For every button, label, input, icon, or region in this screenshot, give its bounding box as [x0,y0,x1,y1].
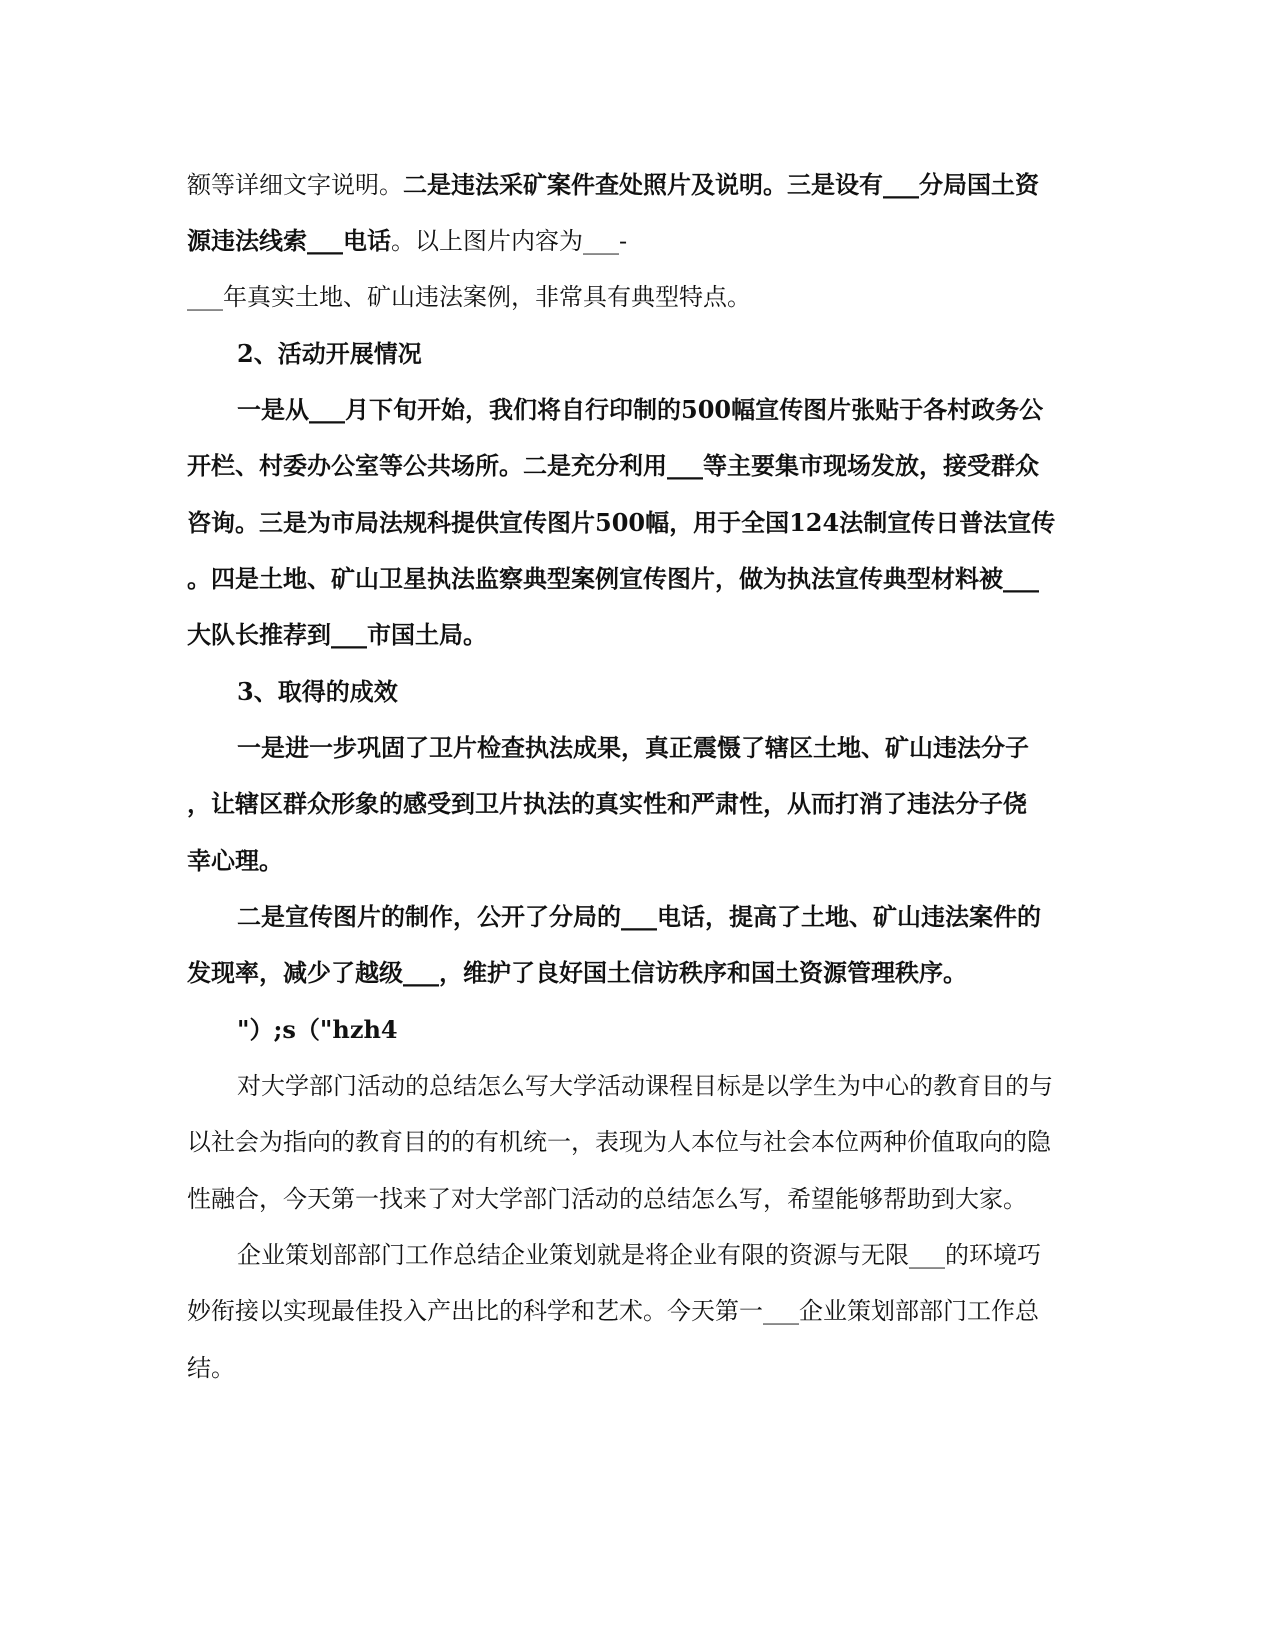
text-line: 幸心理。 [187,846,283,875]
text-line: 企业策划部部门工作总结企业策划就是将企业有限的资源与无限___的环境巧 [237,1241,1041,1269]
text-line: 。四是土地、矿山卫星执法监察典型案例宣传图片，做为执法宣传典型材料被___ [187,564,1039,593]
text-line: 一是从___月下旬开始，我们将自行印制的500幅宣传图片张贴于各村政务公 [237,395,1044,424]
text-line: 大队长推荐到___市国土局。 [187,620,487,649]
text-run-bold: 源违法线索___电话 [187,226,391,255]
text-line [187,170,1039,200]
text-run: 。以上图片内容为___- [391,227,628,255]
text-line: 结。 [187,1354,235,1382]
section-heading: 2、活动开展情况 [237,339,422,368]
text-line: 以社会为指向的教育目的的有机统一，表现为人本位与社会本位两种价值取向的隐 [187,1128,1051,1156]
text-line [187,226,627,256]
text-line: ___年真实土地、矿山违法案例，非常具有典型特点。 [187,283,751,311]
text-line: 开栏、村委办公室等公共场所。二是充分利用___等主要集市现场发放，接受群众 [187,451,1039,480]
text-run-bold: 二是违法采矿案件查处照片及说明。三是设有___分局国土资 [403,170,1039,199]
text-line: ，让辖区群众形象的感受到卫片执法的真实性和严肃性，从而打消了违法分子侥 [187,789,1027,818]
text-line: 二是宣传图片的制作，公开了分局的___电话，提高了土地、矿山违法案件的 [237,902,1041,931]
text-line: 咨询。三是为市局法规科提供宣传图片500幅，用于全国124法制宣传日普法宣传 [187,508,1056,537]
text-line: 对大学部门活动的总结怎么写大学活动课程目标是以学生为中心的教育目的与 [237,1072,1053,1100]
text-line: 妙衔接以实现最佳投入产出比的科学和艺术。今天第一___企业策划部部门工作总 [187,1297,1039,1325]
text-line: 一是进一步巩固了卫片检查执法成果，真正震慑了辖区土地、矿山违法分子 [237,733,1029,762]
text-line: 性融合，今天第一找来了对大学部门活动的总结怎么写，希望能够帮助到大家。 [187,1185,1027,1213]
code-fragment: "）;s（"hzh4 [237,1015,398,1044]
section-heading: 3、取得的成效 [237,677,398,706]
text-line: 发现率，减少了越级___，维护了良好国土信访秩序和国土资源管理秩序。 [187,958,967,987]
text-run: 额等详细文字说明。 [187,171,403,199]
